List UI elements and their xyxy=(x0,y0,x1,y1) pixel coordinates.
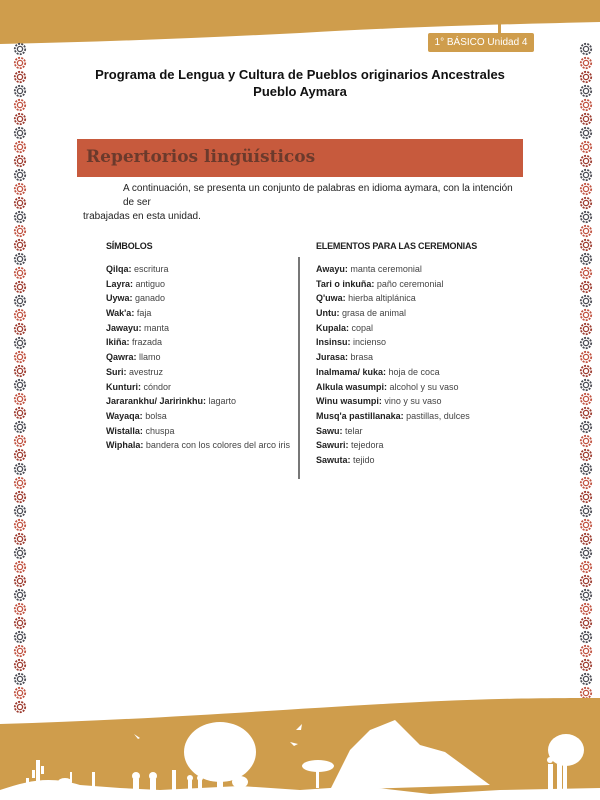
andean-knot-icon xyxy=(12,658,28,672)
andean-knot-icon xyxy=(578,294,594,308)
andean-knot-icon xyxy=(578,644,594,658)
ceremonies-column xyxy=(316,241,516,468)
andean-knot-icon xyxy=(12,518,28,532)
andean-knot-icon xyxy=(578,308,594,322)
andean-knot-icon xyxy=(12,252,28,266)
spanish-meaning: manta xyxy=(141,322,170,333)
symbols-list xyxy=(106,262,290,453)
aymara-term: Musq'a pastillanaka: xyxy=(316,410,404,421)
symbols-heading: SÍMBOLOS xyxy=(106,241,153,251)
andean-knot-icon xyxy=(578,504,594,518)
spanish-meaning: copal xyxy=(349,322,374,333)
andean-knot-icon xyxy=(578,98,594,112)
spanish-meaning: bandera con los colores del arco iris xyxy=(143,440,290,451)
andean-knot-icon xyxy=(12,644,28,658)
vocabulary-entry xyxy=(106,306,286,321)
aymara-term: Ikiña: xyxy=(106,337,130,348)
spanish-meaning: escritura xyxy=(131,264,169,274)
andean-knot-icon xyxy=(578,448,594,462)
andean-knot-icon xyxy=(578,224,594,238)
andean-knot-icon xyxy=(578,280,594,294)
andean-knot-icon xyxy=(578,490,594,504)
andean-knot-icon xyxy=(578,616,594,630)
vocabulary-entry xyxy=(316,350,516,365)
aymara-term: Insinsu: xyxy=(316,337,351,348)
andean-knot-icon xyxy=(12,168,28,182)
andean-knot-icon xyxy=(12,476,28,490)
andean-knot-icon xyxy=(12,238,28,252)
vocabulary-entry xyxy=(316,277,516,292)
aymara-term: Wistalla: xyxy=(106,425,143,436)
andean-knot-icon xyxy=(578,476,594,490)
column-divider xyxy=(298,257,300,479)
intro-line-1: A continuación, se presenta un conjunto de palabras en idioma aymara, con la intención de ser xyxy=(123,183,513,208)
andean-knot-icon xyxy=(578,196,594,210)
document-title xyxy=(0,66,600,100)
andean-knot-icon xyxy=(578,406,594,420)
andean-knot-icon xyxy=(12,308,28,322)
aymara-term: Wak'a: xyxy=(106,308,135,319)
andean-knot-icon xyxy=(578,252,594,266)
vocabulary-entry xyxy=(316,453,516,468)
aymara-term: Awayu: xyxy=(316,264,348,274)
andean-knot-icon xyxy=(12,364,28,378)
andean-knot-icon xyxy=(12,532,28,546)
vocabulary-entry xyxy=(106,277,286,292)
spanish-meaning: ganado xyxy=(132,293,166,304)
andean-knot-icon xyxy=(578,560,594,574)
spanish-meaning: avestruz xyxy=(126,366,164,377)
spanish-meaning: llamo xyxy=(136,352,161,363)
andean-knot-icon xyxy=(12,504,28,518)
vocabulary-entry xyxy=(106,262,286,277)
section-header-bar xyxy=(77,139,523,177)
andean-knot-icon xyxy=(578,392,594,406)
andean-knot-icon xyxy=(12,630,28,644)
aymara-term: Kupala: xyxy=(316,322,350,333)
andean-knot-icon xyxy=(12,462,28,476)
spanish-meaning: tejedora xyxy=(348,440,384,451)
aymara-term: Wayaqa: xyxy=(106,410,143,421)
vocabulary-entry xyxy=(106,350,286,365)
aymara-term: Q'uwa: xyxy=(316,293,346,304)
andean-knot-icon xyxy=(12,280,28,294)
andean-knot-icon xyxy=(12,546,28,560)
aymara-term: Qawra: xyxy=(106,352,137,363)
andean-knot-icon xyxy=(12,672,28,686)
andean-knot-icon xyxy=(578,112,594,126)
andean-knot-icon xyxy=(12,322,28,336)
spanish-meaning: alcohol y su vaso xyxy=(387,381,459,392)
vocabulary-entry xyxy=(106,291,286,306)
andean-knot-icon xyxy=(12,574,28,588)
spanish-meaning: grasa de animal xyxy=(339,308,407,319)
andean-knot-icon xyxy=(578,532,594,546)
aymara-term: Sawu: xyxy=(316,425,343,436)
andean-knot-icon xyxy=(578,630,594,644)
intro-line-2: trabajadas en esta unidad. xyxy=(83,211,201,222)
andean-knot-icon xyxy=(12,266,28,280)
spanish-meaning: faja xyxy=(134,308,152,319)
aymara-term: Jawayu: xyxy=(106,322,142,333)
aymara-term: Tari o inkuña: xyxy=(316,278,375,289)
andean-knot-icon xyxy=(578,350,594,364)
andean-knot-icon xyxy=(578,602,594,616)
andean-knot-icon xyxy=(578,574,594,588)
andean-knot-icon xyxy=(12,434,28,448)
landscape-silhouette-icon xyxy=(0,690,600,800)
spanish-meaning: paño ceremonial xyxy=(374,278,444,289)
spanish-meaning: brasa xyxy=(348,352,374,363)
spanish-meaning: antiguo xyxy=(133,278,166,289)
vocabulary-entry xyxy=(106,394,286,409)
andean-knot-icon xyxy=(12,154,28,168)
spanish-meaning: manta ceremonial xyxy=(347,264,422,274)
spanish-meaning: cóndor xyxy=(141,381,172,392)
vocabulary-entry xyxy=(106,335,286,350)
spanish-meaning: telar xyxy=(342,425,363,436)
andean-knot-icon xyxy=(578,42,594,56)
vocabulary-entry xyxy=(106,321,286,336)
vocabulary-entry xyxy=(106,365,286,380)
andean-knot-icon xyxy=(578,462,594,476)
aymara-term: Inalmama/ kuka: xyxy=(316,366,387,377)
aymara-term: Untu: xyxy=(316,308,340,319)
andean-knot-icon xyxy=(578,364,594,378)
andean-knot-icon xyxy=(12,378,28,392)
andean-knot-icon xyxy=(578,378,594,392)
vocabulary-entry xyxy=(316,409,516,424)
andean-knot-icon xyxy=(12,210,28,224)
andean-knot-icon xyxy=(578,546,594,560)
spanish-meaning: tejido xyxy=(350,454,375,465)
andean-knot-icon xyxy=(12,224,28,238)
ceremonies-list xyxy=(316,262,516,468)
right-border-pattern xyxy=(578,42,594,714)
spanish-meaning: frazada xyxy=(129,337,163,348)
andean-knot-icon xyxy=(12,112,28,126)
andean-knot-icon xyxy=(578,322,594,336)
aymara-term: Uywa: xyxy=(106,293,133,304)
aymara-term: Kunturi: xyxy=(106,381,141,392)
aymara-term: Qilqa: xyxy=(106,264,132,274)
spanish-meaning: vino y su vaso xyxy=(381,396,442,407)
andean-knot-icon xyxy=(578,420,594,434)
unit-badge: 1° BÁSICO Unidad 4 xyxy=(428,33,534,52)
aymara-term: Sawuri: xyxy=(316,440,349,451)
andean-knot-icon xyxy=(12,350,28,364)
title-line-1: Programa de Lengua y Cultura de Pueblos originarios Ancestrales xyxy=(95,67,505,82)
vocabulary-entry xyxy=(106,424,286,439)
andean-knot-icon xyxy=(12,616,28,630)
andean-knot-icon xyxy=(578,210,594,224)
andean-knot-icon xyxy=(578,672,594,686)
andean-knot-icon xyxy=(578,140,594,154)
aymara-term: Layra: xyxy=(106,278,134,289)
vocabulary-entry xyxy=(106,380,286,395)
left-border-pattern xyxy=(12,42,28,714)
andean-knot-icon xyxy=(12,406,28,420)
vocabulary-entry xyxy=(316,262,516,277)
spanish-meaning: incienso xyxy=(350,337,387,348)
spanish-meaning: hierba altiplánica xyxy=(345,293,416,304)
andean-knot-icon xyxy=(578,168,594,182)
vocabulary-entry xyxy=(316,306,516,321)
ceremonies-heading: ELEMENTOS PARA LAS CEREMONIAS xyxy=(316,241,478,251)
vocabulary-entry xyxy=(316,394,516,409)
aymara-term: Jurasa: xyxy=(316,352,349,363)
andean-knot-icon xyxy=(12,196,28,210)
section-title: Repertorios lingüísticos xyxy=(86,147,316,167)
aymara-term: Suri: xyxy=(106,366,127,377)
title-line-2: Pueblo Aymara xyxy=(253,84,347,99)
andean-knot-icon xyxy=(12,602,28,616)
aymara-term: Alkula wasumpi: xyxy=(316,381,388,392)
vocabulary-entry xyxy=(316,438,516,453)
intro-paragraph xyxy=(83,182,523,224)
aymara-term: Wiphala: xyxy=(106,440,144,451)
spanish-meaning: chuspa xyxy=(142,425,175,436)
andean-knot-icon xyxy=(12,560,28,574)
symbols-column xyxy=(106,241,290,453)
andean-knot-icon xyxy=(578,126,594,140)
andean-knot-icon xyxy=(12,448,28,462)
aymara-term: Jararankhu/ Jaririnkhu: xyxy=(106,396,207,407)
vocabulary-entry xyxy=(106,409,286,424)
andean-knot-icon xyxy=(578,658,594,672)
andean-knot-icon xyxy=(578,154,594,168)
andean-knot-icon xyxy=(12,42,28,56)
andean-knot-icon xyxy=(578,182,594,196)
andean-knot-icon xyxy=(578,518,594,532)
andean-knot-icon xyxy=(12,420,28,434)
vocabulary-entry xyxy=(316,321,516,336)
aymara-term: Sawuta: xyxy=(316,454,351,465)
andean-knot-icon xyxy=(578,238,594,252)
spanish-meaning: hoja de coca xyxy=(386,366,440,377)
andean-knot-icon xyxy=(12,490,28,504)
vocabulary-entry xyxy=(316,365,516,380)
andean-knot-icon xyxy=(578,588,594,602)
vocabulary-entry xyxy=(316,380,516,395)
spanish-meaning: pastillas, dulces xyxy=(403,410,470,421)
andean-knot-icon xyxy=(12,126,28,140)
aymara-term: Winu wasumpi: xyxy=(316,396,382,407)
vocabulary-entry xyxy=(316,291,516,306)
vocabulary-entry xyxy=(316,424,516,439)
andean-knot-icon xyxy=(578,336,594,350)
andean-knot-icon xyxy=(12,588,28,602)
andean-knot-icon xyxy=(12,392,28,406)
andean-knot-icon xyxy=(578,266,594,280)
andean-knot-icon xyxy=(12,294,28,308)
spanish-meaning: bolsa xyxy=(142,410,167,421)
spanish-meaning: lagarto xyxy=(206,396,237,407)
andean-knot-icon xyxy=(12,98,28,112)
andean-knot-icon xyxy=(12,336,28,350)
vocabulary-entry xyxy=(106,438,290,453)
vocabulary-entry xyxy=(316,335,516,350)
andean-knot-icon xyxy=(578,434,594,448)
andean-knot-icon xyxy=(12,140,28,154)
andean-knot-icon xyxy=(12,182,28,196)
